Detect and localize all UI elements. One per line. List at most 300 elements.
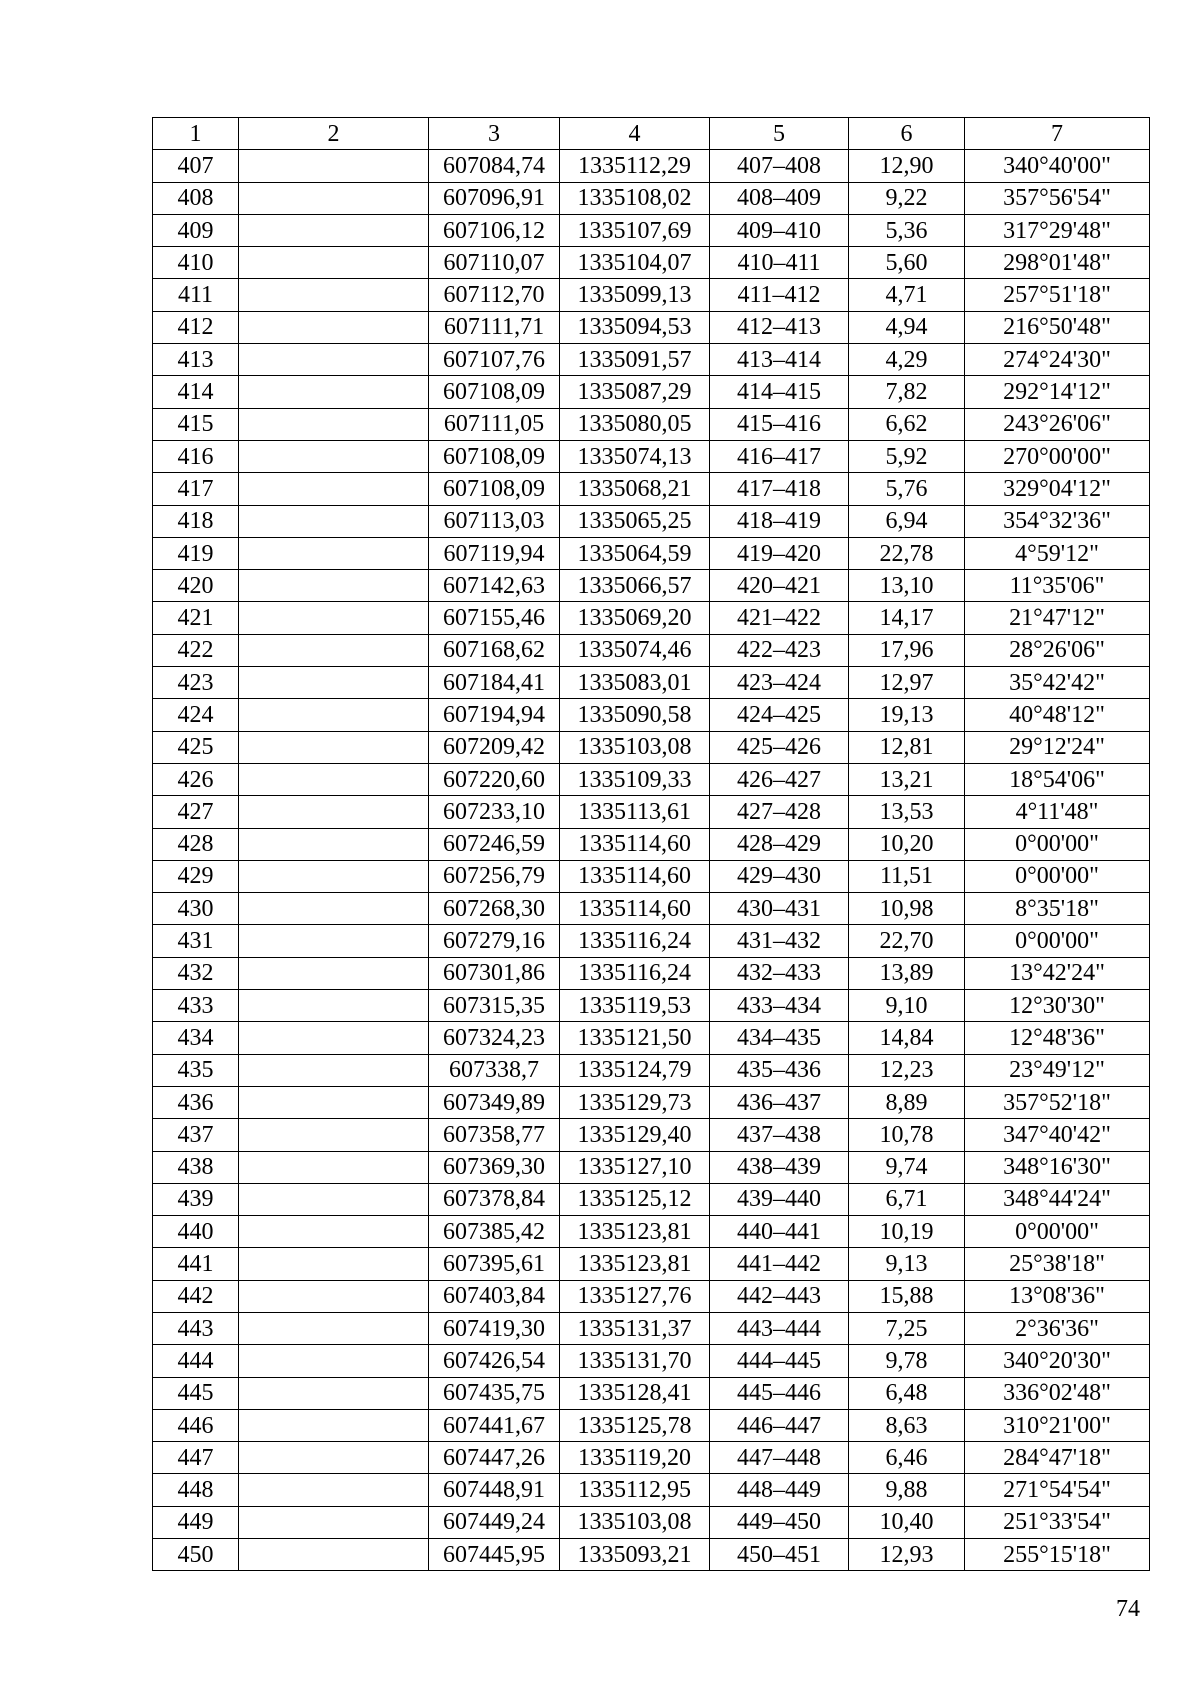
- table-row: [153, 473, 1150, 505]
- table-row: [153, 1183, 1150, 1215]
- table-cell: 9,88: [849, 1474, 965, 1506]
- table-cell: 1335099,13: [560, 279, 710, 311]
- table-cell: 336°02'48": [965, 1377, 1150, 1409]
- table-cell: 8,63: [849, 1409, 965, 1441]
- table-cell: 216°50'48": [965, 311, 1150, 343]
- table-cell: 1335114,60: [560, 893, 710, 925]
- table-cell: 418: [153, 505, 239, 537]
- table-cell: 251°33'54": [965, 1506, 1150, 1538]
- table-cell: 607119,94: [429, 537, 560, 569]
- table-cell: 607112,70: [429, 279, 560, 311]
- table-cell: 411: [153, 279, 239, 311]
- table-cell: 445–446: [710, 1377, 849, 1409]
- table-cell: 5,60: [849, 247, 965, 279]
- table-cell: 607435,75: [429, 1377, 560, 1409]
- table-cell: 1335103,08: [560, 1506, 710, 1538]
- table-cell: [239, 182, 429, 214]
- table-cell: 425: [153, 731, 239, 763]
- table-cell: 607385,42: [429, 1216, 560, 1248]
- table-row: [153, 279, 1150, 311]
- table-cell: [239, 860, 429, 892]
- table-cell: 29°12'24": [965, 731, 1150, 763]
- table-cell: 274°24'30": [965, 344, 1150, 376]
- table-row: [153, 1474, 1150, 1506]
- table-cell: 428: [153, 828, 239, 860]
- table-cell: 433–434: [710, 990, 849, 1022]
- table-cell: 434: [153, 1022, 239, 1054]
- table-row: [153, 1280, 1150, 1312]
- table-cell: 1335129,40: [560, 1119, 710, 1151]
- table-cell: 607220,60: [429, 763, 560, 795]
- table-cell: 9,78: [849, 1345, 965, 1377]
- table-cell: 340°40'00": [965, 150, 1150, 182]
- table-cell: 0°00'00": [965, 925, 1150, 957]
- table-cell: [239, 247, 429, 279]
- table-cell: [239, 957, 429, 989]
- table-cell: [239, 440, 429, 472]
- table-cell: 435: [153, 1054, 239, 1086]
- table-cell: 413–414: [710, 344, 849, 376]
- table-cell: 357°56'54": [965, 182, 1150, 214]
- table-cell: 13,89: [849, 957, 965, 989]
- table-cell: 435–436: [710, 1054, 849, 1086]
- table-cell: 14,17: [849, 602, 965, 634]
- table-cell: 11,51: [849, 860, 965, 892]
- table-cell: 21°47'12": [965, 602, 1150, 634]
- table-cell: 4,71: [849, 279, 965, 311]
- table-cell: 35°42'42": [965, 667, 1150, 699]
- table-row: [153, 376, 1150, 408]
- table-row: [153, 344, 1150, 376]
- table-cell: 421–422: [710, 602, 849, 634]
- table-cell: 425–426: [710, 731, 849, 763]
- table-cell: 409–410: [710, 214, 849, 246]
- table-cell: [239, 1183, 429, 1215]
- table-cell: 8°35'18": [965, 893, 1150, 925]
- table-cell: 1335119,20: [560, 1442, 710, 1474]
- table-cell: 1335064,59: [560, 537, 710, 569]
- table-cell: [239, 1280, 429, 1312]
- table-row: [153, 699, 1150, 731]
- table-cell: 422: [153, 634, 239, 666]
- table-cell: 439: [153, 1183, 239, 1215]
- table-cell: 444: [153, 1345, 239, 1377]
- table-cell: 10,19: [849, 1216, 965, 1248]
- table-cell: 607155,46: [429, 602, 560, 634]
- table-cell: 607113,03: [429, 505, 560, 537]
- table-cell: 410–411: [710, 247, 849, 279]
- table-cell: [239, 1086, 429, 1118]
- table-cell: 348°44'24": [965, 1183, 1150, 1215]
- table-cell: 420: [153, 570, 239, 602]
- table-cell: 10,40: [849, 1506, 965, 1538]
- table-cell: 13,21: [849, 763, 965, 795]
- table-cell: [239, 1345, 429, 1377]
- table-cell: 450–451: [710, 1539, 849, 1571]
- table-cell: 329°04'12": [965, 473, 1150, 505]
- table-cell: 1335083,01: [560, 667, 710, 699]
- table-cell: [239, 1377, 429, 1409]
- table-cell: 13,53: [849, 796, 965, 828]
- table-row: [153, 150, 1150, 182]
- table-cell: 23°49'12": [965, 1054, 1150, 1086]
- table-cell: 426: [153, 763, 239, 795]
- table-cell: 243°26'06": [965, 408, 1150, 440]
- table-row: [153, 214, 1150, 246]
- table-cell: 420–421: [710, 570, 849, 602]
- table-cell: 607426,54: [429, 1345, 560, 1377]
- table-cell: 607441,67: [429, 1409, 560, 1441]
- table-cell: 417: [153, 473, 239, 505]
- table-cell: [239, 1312, 429, 1344]
- table-row: [153, 1345, 1150, 1377]
- table-cell: 347°40'42": [965, 1119, 1150, 1151]
- table-row: [153, 1054, 1150, 1086]
- table-cell: 607395,61: [429, 1248, 560, 1280]
- table-cell: 1335125,12: [560, 1183, 710, 1215]
- table-cell: 607084,74: [429, 150, 560, 182]
- table-cell: 1335094,53: [560, 311, 710, 343]
- table-row: [153, 1216, 1150, 1248]
- table-cell: 12°30'30": [965, 990, 1150, 1022]
- table-cell: 444–445: [710, 1345, 849, 1377]
- table-cell: 446–447: [710, 1409, 849, 1441]
- table-cell: 434–435: [710, 1022, 849, 1054]
- table-cell: 1335080,05: [560, 408, 710, 440]
- table-cell: 354°32'36": [965, 505, 1150, 537]
- table-cell: 1335129,73: [560, 1086, 710, 1118]
- coordinates-table: [152, 117, 1150, 1571]
- table-cell: 270°00'00": [965, 440, 1150, 472]
- table-cell: 450: [153, 1539, 239, 1571]
- column-header: 5: [710, 118, 849, 150]
- table-cell: 12,90: [849, 150, 965, 182]
- table-cell: 407: [153, 150, 239, 182]
- table-cell: 438–439: [710, 1151, 849, 1183]
- table-cell: 607256,79: [429, 860, 560, 892]
- table-cell: [239, 763, 429, 795]
- table-cell: [239, 279, 429, 311]
- table-cell: 607419,30: [429, 1312, 560, 1344]
- table-cell: [239, 1119, 429, 1151]
- table-cell: 411–412: [710, 279, 849, 311]
- table-cell: 607209,42: [429, 731, 560, 763]
- table-cell: [239, 214, 429, 246]
- table-cell: 440–441: [710, 1216, 849, 1248]
- table-cell: 1335074,13: [560, 440, 710, 472]
- table-cell: 607111,71: [429, 311, 560, 343]
- table-cell: 607358,77: [429, 1119, 560, 1151]
- table-cell: [239, 1248, 429, 1280]
- table-cell: 449: [153, 1506, 239, 1538]
- table-cell: 1335069,20: [560, 602, 710, 634]
- table-cell: 432–433: [710, 957, 849, 989]
- table-cell: 25°38'18": [965, 1248, 1150, 1280]
- table-cell: 414: [153, 376, 239, 408]
- table-cell: [239, 505, 429, 537]
- table-cell: 429–430: [710, 860, 849, 892]
- table-cell: [239, 570, 429, 602]
- table-row: [153, 1539, 1150, 1571]
- table-cell: [239, 473, 429, 505]
- table-cell: [239, 893, 429, 925]
- table-cell: 1335066,57: [560, 570, 710, 602]
- table-cell: 0°00'00": [965, 828, 1150, 860]
- page-number: 74: [1116, 1596, 1140, 1622]
- table-cell: 12,81: [849, 731, 965, 763]
- table-cell: 4°59'12": [965, 537, 1150, 569]
- table-cell: 292°14'12": [965, 376, 1150, 408]
- table-cell: 6,46: [849, 1442, 965, 1474]
- table-cell: 1335090,58: [560, 699, 710, 731]
- table-cell: 607324,23: [429, 1022, 560, 1054]
- table-cell: 357°52'18": [965, 1086, 1150, 1118]
- table-cell: 447: [153, 1442, 239, 1474]
- table-cell: 422–423: [710, 634, 849, 666]
- table-cell: 607110,07: [429, 247, 560, 279]
- table-cell: 22,78: [849, 537, 965, 569]
- column-header: 2: [239, 118, 429, 150]
- table-row: [153, 1442, 1150, 1474]
- table-cell: 448: [153, 1474, 239, 1506]
- table-cell: 14,84: [849, 1022, 965, 1054]
- table-cell: 439–440: [710, 1183, 849, 1215]
- table-row: [153, 893, 1150, 925]
- table-cell: 9,13: [849, 1248, 965, 1280]
- table-cell: [239, 990, 429, 1022]
- table-cell: [239, 311, 429, 343]
- table-cell: 407–408: [710, 150, 849, 182]
- table-row: [153, 634, 1150, 666]
- table-cell: 430–431: [710, 893, 849, 925]
- table-cell: [239, 1409, 429, 1441]
- table-cell: 12°48'36": [965, 1022, 1150, 1054]
- table-cell: 607369,30: [429, 1151, 560, 1183]
- table-cell: 255°15'18": [965, 1539, 1150, 1571]
- table-cell: 1335119,53: [560, 990, 710, 1022]
- table-cell: 414–415: [710, 376, 849, 408]
- table-cell: 440: [153, 1216, 239, 1248]
- table-cell: 2°36'36": [965, 1312, 1150, 1344]
- table-cell: 607184,41: [429, 667, 560, 699]
- table-cell: 449–450: [710, 1506, 849, 1538]
- table-row: [153, 1022, 1150, 1054]
- column-header: 7: [965, 118, 1150, 150]
- table-row: [153, 796, 1150, 828]
- table-header-row: [153, 118, 1150, 150]
- table-cell: 607106,12: [429, 214, 560, 246]
- table-cell: 1335112,95: [560, 1474, 710, 1506]
- table-cell: 28°26'06": [965, 634, 1150, 666]
- table-row: [153, 957, 1150, 989]
- table-row: [153, 1119, 1150, 1151]
- table-cell: 446: [153, 1409, 239, 1441]
- table-cell: 416–417: [710, 440, 849, 472]
- table-cell: 348°16'30": [965, 1151, 1150, 1183]
- table-cell: 13°42'24": [965, 957, 1150, 989]
- table-cell: 607111,05: [429, 408, 560, 440]
- table-cell: 15,88: [849, 1280, 965, 1312]
- table-cell: 1335128,41: [560, 1377, 710, 1409]
- table-cell: 298°01'48": [965, 247, 1150, 279]
- table-cell: 340°20'30": [965, 1345, 1150, 1377]
- table-cell: 17,96: [849, 634, 965, 666]
- table-cell: 10,20: [849, 828, 965, 860]
- table-cell: 1335121,50: [560, 1022, 710, 1054]
- table-row: [153, 537, 1150, 569]
- table-cell: 1335074,46: [560, 634, 710, 666]
- table-cell: 432: [153, 957, 239, 989]
- table-cell: 7,25: [849, 1312, 965, 1344]
- table-row: [153, 925, 1150, 957]
- table-cell: [239, 602, 429, 634]
- table-row: [153, 990, 1150, 1022]
- table-row: [153, 602, 1150, 634]
- table-cell: 424: [153, 699, 239, 731]
- table-cell: 436: [153, 1086, 239, 1118]
- table-cell: 441: [153, 1248, 239, 1280]
- table-cell: 1335103,08: [560, 731, 710, 763]
- table-cell: 437: [153, 1119, 239, 1151]
- table-cell: 421: [153, 602, 239, 634]
- table-cell: 1335093,21: [560, 1539, 710, 1571]
- table-cell: 607315,35: [429, 990, 560, 1022]
- table-cell: 442: [153, 1280, 239, 1312]
- table-cell: 408–409: [710, 182, 849, 214]
- table-cell: 607108,09: [429, 473, 560, 505]
- table-cell: 11°35'06": [965, 570, 1150, 602]
- table-row: [153, 828, 1150, 860]
- table-cell: 445: [153, 1377, 239, 1409]
- table-cell: 1335127,76: [560, 1280, 710, 1312]
- table-cell: 607108,09: [429, 376, 560, 408]
- table-cell: 1335104,07: [560, 247, 710, 279]
- table-cell: 1335127,10: [560, 1151, 710, 1183]
- table-cell: 607448,91: [429, 1474, 560, 1506]
- table-cell: [239, 1506, 429, 1538]
- table-cell: 427: [153, 796, 239, 828]
- table-row: [153, 763, 1150, 795]
- table-cell: 284°47'18": [965, 1442, 1150, 1474]
- table-cell: 412–413: [710, 311, 849, 343]
- table-cell: 6,94: [849, 505, 965, 537]
- table-cell: 4,29: [849, 344, 965, 376]
- table-row: [153, 1248, 1150, 1280]
- table-cell: [239, 537, 429, 569]
- table-row: [153, 1409, 1150, 1441]
- table-cell: 19,13: [849, 699, 965, 731]
- table-cell: 416: [153, 440, 239, 472]
- table-cell: 417–418: [710, 473, 849, 505]
- table-body: [153, 150, 1150, 1571]
- table-cell: 607142,63: [429, 570, 560, 602]
- table-cell: [239, 699, 429, 731]
- table-cell: 409: [153, 214, 239, 246]
- table-row: [153, 1506, 1150, 1538]
- table-row: [153, 408, 1150, 440]
- table-cell: 6,71: [849, 1183, 965, 1215]
- table-cell: 1335123,81: [560, 1216, 710, 1248]
- table-cell: 12,93: [849, 1539, 965, 1571]
- table-cell: [239, 828, 429, 860]
- table-cell: [239, 1442, 429, 1474]
- table-cell: 607096,91: [429, 182, 560, 214]
- table-cell: 441–442: [710, 1248, 849, 1280]
- column-header: 1: [153, 118, 239, 150]
- table-cell: 408: [153, 182, 239, 214]
- table-cell: 9,22: [849, 182, 965, 214]
- table-row: [153, 1377, 1150, 1409]
- table-cell: 443: [153, 1312, 239, 1344]
- table-row: [153, 440, 1150, 472]
- table-cell: 1335116,24: [560, 925, 710, 957]
- table-cell: 427–428: [710, 796, 849, 828]
- table-cell: 1335109,33: [560, 763, 710, 795]
- table-cell: 429: [153, 860, 239, 892]
- table-cell: 1335131,70: [560, 1345, 710, 1377]
- table-cell: 607447,26: [429, 1442, 560, 1474]
- column-header: 4: [560, 118, 710, 150]
- table-cell: [239, 1474, 429, 1506]
- table-cell: [239, 344, 429, 376]
- table-cell: 448–449: [710, 1474, 849, 1506]
- table-cell: 447–448: [710, 1442, 849, 1474]
- table-cell: [239, 925, 429, 957]
- table-cell: 413: [153, 344, 239, 376]
- table-cell: 419–420: [710, 537, 849, 569]
- table-cell: 412: [153, 311, 239, 343]
- table-row: [153, 311, 1150, 343]
- table-cell: 443–444: [710, 1312, 849, 1344]
- table-cell: 607301,86: [429, 957, 560, 989]
- table-cell: 0°00'00": [965, 1216, 1150, 1248]
- table-cell: 418–419: [710, 505, 849, 537]
- table-cell: 607194,94: [429, 699, 560, 731]
- table-row: [153, 182, 1150, 214]
- table-row: [153, 731, 1150, 763]
- table-cell: [239, 796, 429, 828]
- table-cell: 607168,62: [429, 634, 560, 666]
- table-cell: 6,48: [849, 1377, 965, 1409]
- table-cell: [239, 1151, 429, 1183]
- table-cell: 13°08'36": [965, 1280, 1150, 1312]
- table-cell: [239, 1054, 429, 1086]
- table-cell: 607349,89: [429, 1086, 560, 1118]
- table-cell: 423–424: [710, 667, 849, 699]
- table-cell: 10,98: [849, 893, 965, 925]
- table-row: [153, 505, 1150, 537]
- table-cell: 1335087,29: [560, 376, 710, 408]
- table-cell: 1335116,24: [560, 957, 710, 989]
- table-cell: 7,82: [849, 376, 965, 408]
- table-cell: 12,23: [849, 1054, 965, 1086]
- table-cell: 1335114,60: [560, 860, 710, 892]
- table-cell: 4°11'48": [965, 796, 1150, 828]
- table-cell: 1335091,57: [560, 344, 710, 376]
- table-cell: 1335114,60: [560, 828, 710, 860]
- table-cell: 607268,30: [429, 893, 560, 925]
- table-cell: 5,36: [849, 214, 965, 246]
- table-cell: 607445,95: [429, 1539, 560, 1571]
- table-cell: 607279,16: [429, 925, 560, 957]
- table-cell: 431–432: [710, 925, 849, 957]
- table-row: [153, 860, 1150, 892]
- table-cell: 607233,10: [429, 796, 560, 828]
- table-cell: 22,70: [849, 925, 965, 957]
- table-cell: 18°54'06": [965, 763, 1150, 795]
- table-cell: [239, 667, 429, 699]
- table-cell: [239, 1539, 429, 1571]
